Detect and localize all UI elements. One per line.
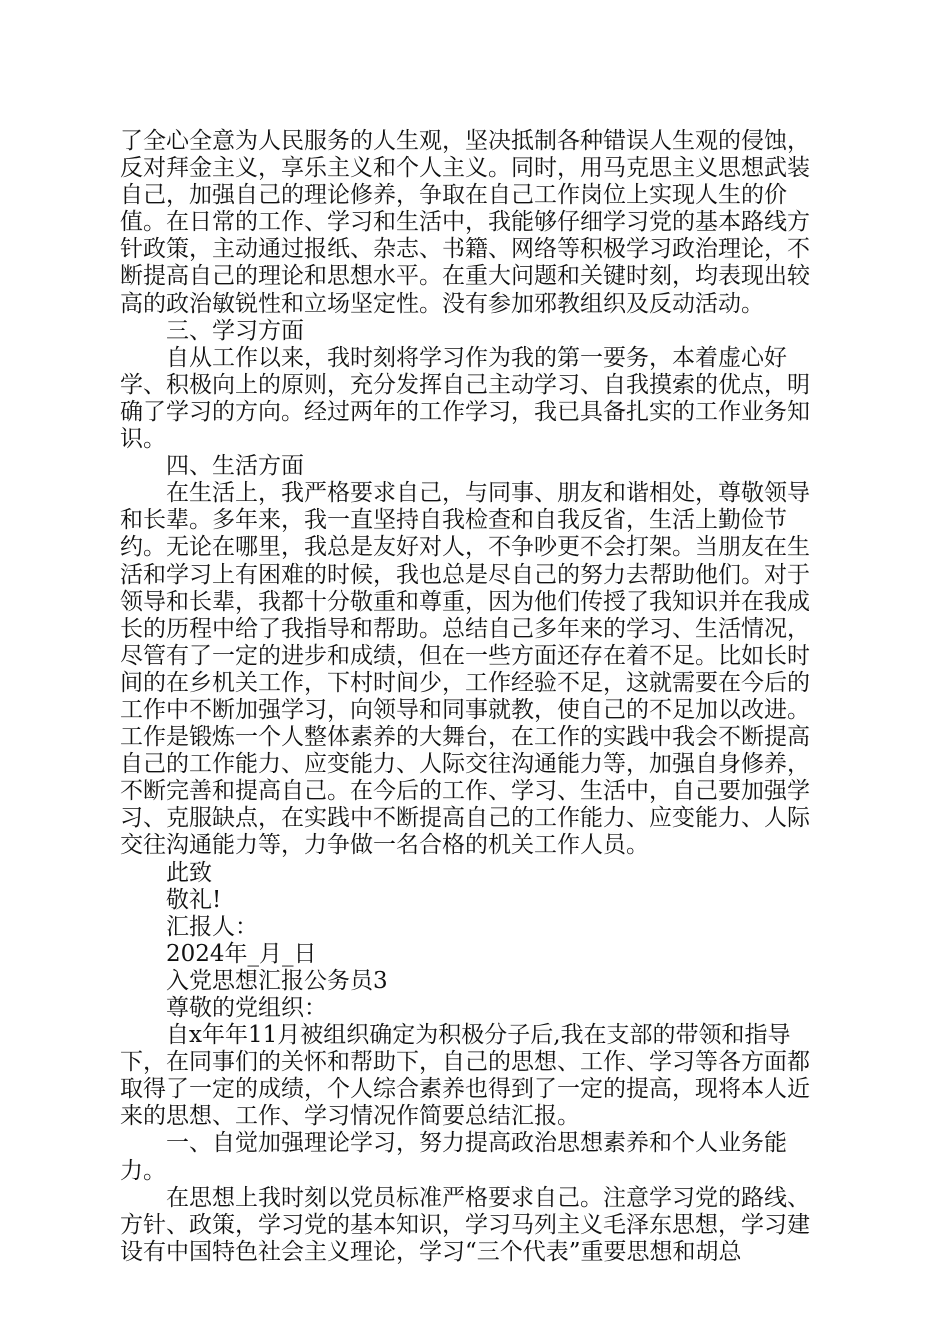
section-heading-study: 三、学习方面 [166,317,304,344]
section-heading-life: 四、生活方面 [166,453,304,480]
section-heading-theory: 一、自觉加强理论学习，努力提高政治思想素养和个人业务能力。 [120,1130,787,1184]
paragraph-intro: 自x年年11月被组织确定为积极分子后,我在支部的带领和指导下，在同事们的关怀和帮助下，自己的思想、工作、学习等各方面都取得了一定的成绩，个人综合素养也得到了一定的提高，现将本人近来的思想、工作、学习情况作简要总结汇报。 [120,1022,810,1130]
paragraph-study: 自从工作以来，我时刻将学习作为我的第一要务，本着虚心好学、积极向上的原则，充分发挥自己主动学习、自我摸索的优点，明确了学习的方向。经过两年的工作学习，我已具备扎实的工作业务知识。 [120,344,810,453]
paragraph-thought: 在思想上我时刻以党员标准严格要求自己。注意学习党的路线、方针、政策，学习党的基本知识，学习马列主义毛泽东思想，学习建设有中国特色社会主义理论，学习“三个代表”重要思想和胡总 [120,1184,810,1265]
reporter-label: 汇报人： [166,913,258,940]
report-title: 入党思想汇报公务员3 [166,967,388,994]
closing-salutation: 此致 [166,859,212,886]
closing-regards: 敬礼! [166,886,222,913]
document-body [120,128,830,1266]
greeting: 尊敬的党组织： [166,995,327,1021]
paragraph-continuation: 了全心全意为人民服务的人生观，坚决抵制各种错误人生观的侵蚀，反对拜金主义，享乐主义和个人主义。同时，用马克思主义思想武装自己，加强自己的理论修养，争取在自己工作岗位上实现人生的价值。在日常的工作、学习和生活中，我能够仔细学习党的基本路线方针政策，主动通过报纸、杂志、书籍、网络等积极学习政治理论，不断提高自己的理论和思想水平。在重大问题和关键时刻，均表现出较高的政治敏锐性和立场坚定性。没有参加邪教组织及反动活动。 [120,128,810,317]
paragraph-life: 在生活上，我严格要求自己，与同事、朋友和谐相处，尊敬领导和长辈。多年来，我一直坚持自我检查和自我反省，生活上勤俭节约。无论在哪里，我总是友好对人，不争吵更不会打架。当朋友在生活和学习上有困难的时候，我也总是尽自己的努力去帮助他们。对于领导和长辈，我都十分敬重和尊重，因为他们传授了我知识并在我成长的历程中给了我指导和帮助。总结自己多年来的学习、生活情况，尽管有了一定的进步和成绩，但在一些方面还存在着不足。比如长时间的在乡机关工作，下村时间少，工作经验不足，这就需要在今后的工作中不断加强学习，向领导和同事就教，使自己的不足加以改进。工作是锻炼一个人整体素养的大舞台，在工作的实践中我会不断提高自己的工作能力、应变能力、人际交往沟通能力等，加强自身修养，不断完善和提高自己。在今后的工作、学习、生活中，自己要加强学习、克服缺点，在实践中不断提高自己的工作能力、应变能力、人际交往沟通能力等，力争做一名合格的机关工作人员。 [120,480,810,859]
report-date: 2024年_月_日 [166,940,317,967]
